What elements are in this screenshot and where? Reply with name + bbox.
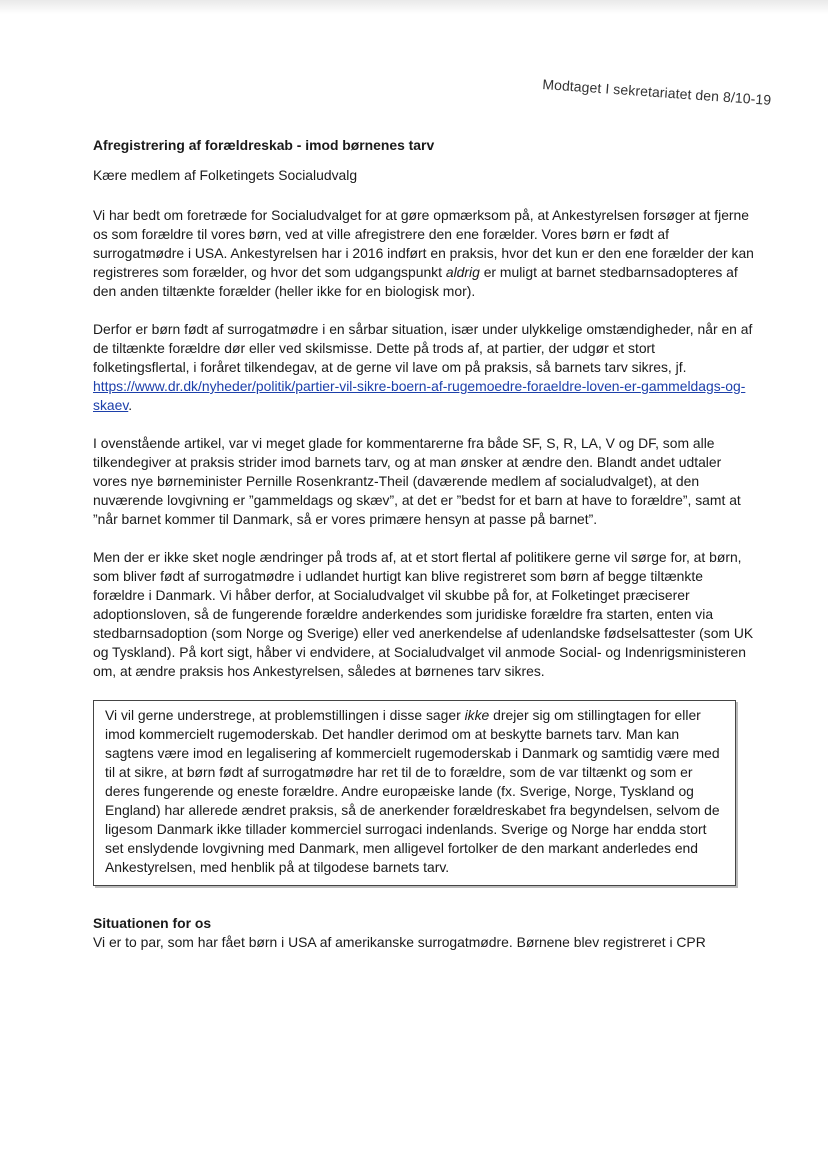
section-text: Vi er to par, som har fået børn i USA af amerikanske surrogatmødre. Børnene blev registreret i CPR [93, 934, 706, 950]
paragraph-vulnerable [93, 320, 755, 415]
letter-body [93, 136, 755, 952]
paragraph-intro [93, 206, 755, 301]
scan-edge [0, 0, 828, 14]
received-stamp: Modtaget I sekretariatet den 8/10-19 [541, 76, 772, 108]
letter-greeting: Kære medlem af Folketingets Socialudvalg [93, 167, 358, 183]
emphasis-box-emphasis: ikke [464, 707, 490, 723]
emphasis-box-text: Vi vil gerne understrege, at problemstillingen i disse sager [105, 707, 465, 723]
paragraph-article: I ovenstående artikel, var vi meget glade for kommentarerne fra både SF, S, R, LA, V og DF, som alle tilkendegiver at praksis strider imod barnets tarv, og at man ønsker at ændre den. Blandt andet udtaler vores nye børneminister Pernille Rosenkrantz-Theil (daværende medlem af socialudvalget), at den nuværende lovgivning er ”gammeldags og skæv”, at det er ”bedst for et barn at have to forældre”, samt at ”når barnet kommer til Danmark, så er vores primære hensyn at passe på barnet”. [93, 435, 741, 527]
letter-title: Afregistrering af forældreskab - imod børnenes tarv [93, 137, 435, 153]
emphasis-box-end: drejer sig om stillingtagen for eller imod kommercielt rugemoderskab. Det handler derimod om at beskytte barnets tarv. Man kan sagtens være imod en legalisering af kommercielt rugemoderskab i Danmark og samtidig være med til at sikre, at børn født af surrogatmødre har ret til de to forældre, som de var tiltænkt og som er deres fungerende og eneste forældre. Andre europæiske lande (fx. Sverige, Norge, Tyskland og England) har allerede ændret praksis, så de anerkender forældreskabet fra begyndelsen, selvom de ligesom Danmark ikke tillader kommerciel surrogaci indenlands. Sverige og Norge har endda stort set enslydende lovgivning med Danmark, men alligevel fortolker de den markant anderledes end Ankestyrelsen, med henblik på at tilgodese barnets tarv. [105, 707, 720, 875]
paragraph-request: Men der er ikke sket nogle ændringer på trods af, at et stort flertal af politikere gerne vil sørge for, at børn, som bliver født af surrogatmødre i udlandet hurtigt kan blive registreret som børn af begge tiltænkte forældre i Danmark. Vi håber derfor, at Socialudvalget vil skubbe på for, at Folketinget præciserer adoptionsloven, så de fungerende forældre anderkendes som juridiske forældre fra starten, enten via stedbarnsadoption (som Norge og Sverige) eller ved anerkendelse af udenlandske fødselsattester (som UK og Tyskland). På kort sigt, håber vi endvidere, at Socialudvalget vil anmode Social- og Indenrigsministeren om, at ændre praksis hos Ankestyrelsen, således at børnenes tarv sikres. [93, 549, 754, 679]
paragraph-vulnerable-end: . [128, 397, 133, 413]
paragraph-intro-text: Vi har bedt om foretræde for Socialudvalget for at gøre opmærksom på, at Ankestyrelsen forsøger at fjerne os som forældre til vores børn, ved at ville afregistrere den ene forælder. Vores børn er født af surrogatmødre i USA. Ankestyrelsen har i 2016 indført en praksis, hvor det kun er den ene forælder der kan registreres som forælder, og hvor det som udgangspunkt [93, 207, 754, 280]
paragraph-vulnerable-text: Derfor er børn født af surrogatmødre i en sårbar situation, især under ulykkelige omstændigheder, når en af de tiltænkte forældre dør eller ved skilsmisse. Dette på trods af, at partier, der udgør et stort folketingsflertal, i foråret tilkendegav, at de gerne vil lave om på praksis, så barnets tarv sikres, jf. [93, 321, 753, 375]
paragraph-intro-emphasis: aldrig [445, 264, 480, 280]
article-link[interactable]: https://www.dr.dk/nyheder/politik/partier-vil-sikre-boern-af-rugemoedre-foraeldre-loven-er-gammeldags-og-skaev [93, 378, 746, 413]
paragraph-intro-end: er muligt at barnet stedbarnsadopteres af den anden tiltænkte forælder (heller ikke for en biologisk mor). [93, 264, 738, 299]
emphasis-box [93, 700, 736, 886]
section-heading: Situationen for os [93, 915, 212, 931]
